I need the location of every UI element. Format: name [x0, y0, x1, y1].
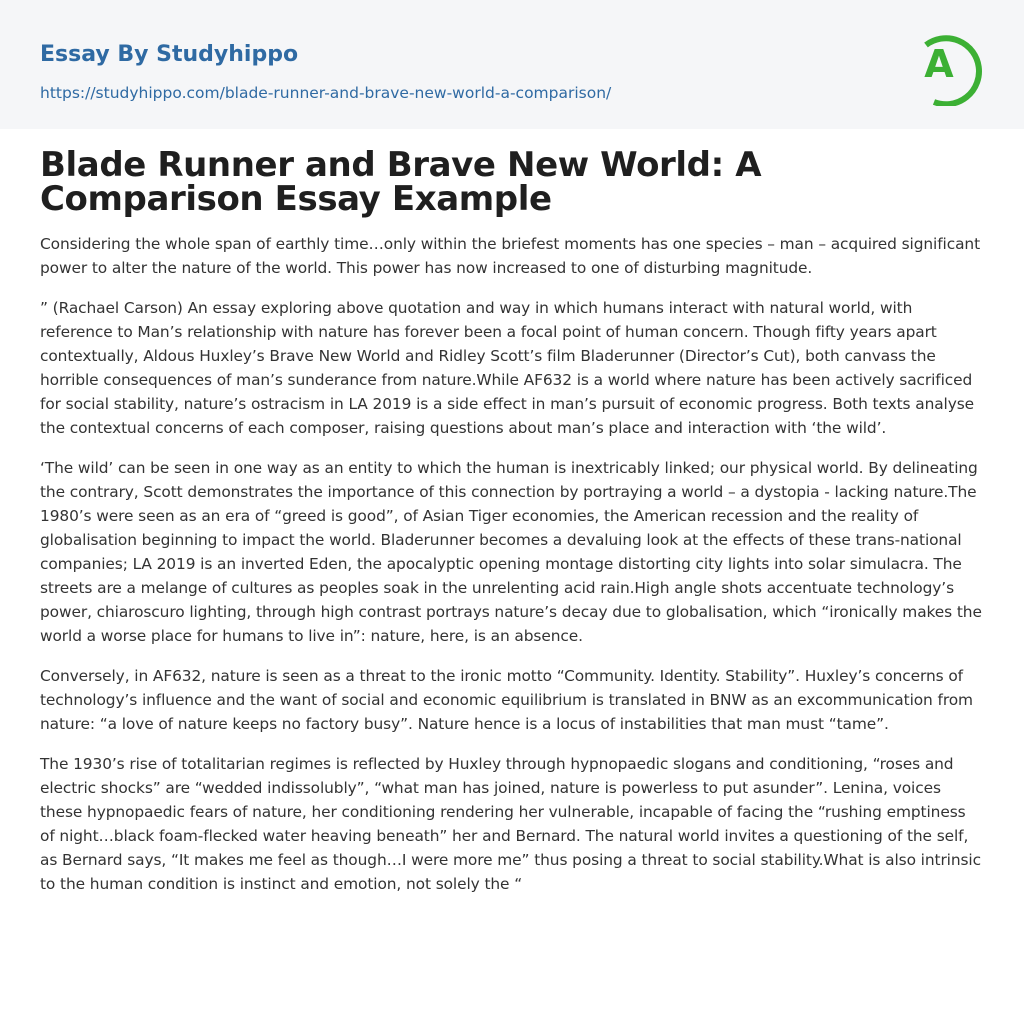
article-paragraph: Considering the whole span of earthly time…only within the briefest moments has one species – man – acquired significant power to alter the nature of the world. This power has now increased to one of disturbing magnitude. — [40, 235, 981, 277]
site-header — [0, 0, 1024, 129]
logo-letter: A — [924, 42, 954, 86]
article — [40, 145, 984, 912]
article-paragraph: ‘The wild’ can be seen in one way as an entity to which the human is inextricably linked; our physical world. By delineating the contrary, Scott demonstrates the importance of this connection by portraying a world – a dystopia - lacking nature.The 1980’s were seen as an era of “greed is good”, of Asian Tiger economies, the American recession and the reality of globalisation beginning to impact the world. Bladerunner becomes a devaluing look at the effects of these trans-national companies; LA 2019 is an inverted Eden, the apocalyptic opening montage distorting city lights into solar simulacra. The streets are a melange of cultures as peoples soak in the unrelenting acid rain.High angle shots accentuate technology’s power, chiaroscuro lighting, through high contrast portrays nature’s decay due to globalisation, which “ironically makes the world a worse place for humans to live in”: nature, here, is an absence. — [40, 459, 982, 645]
article-paragraph: ” (Rachael Carson) An essay exploring above quotation and way in which humans interact with natural world, with reference to Man’s relationship with nature has forever been a focal point of human concern. Though fifty years apart contextually, Aldous Huxley’s Brave New World and Ridley Scott’s film Bladerunner (Director’s Cut), both canvass the horrible consequences of man’s sunderance from nature.While AF632 is a world where nature has been actively sacrificed for social stability, nature’s ostracism in LA 2019 is a side effect in man’s pursuit of economic progress. Both texts analyse the contextual concerns of each composer, raising questions about man’s place and interaction with ‘the wild’. — [40, 299, 975, 437]
studyhippo-logo-icon[interactable] — [912, 20, 986, 106]
article-title: Blade Runner and Brave New World: A Comparison Essay Example — [40, 145, 762, 219]
site-brand[interactable]: Essay By Studyhippo — [40, 42, 299, 67]
article-paragraph: Conversely, in AF632, nature is seen as a threat to the ironic motto “Community. Identity. Stability”. Huxley’s concerns of technology’s influence and the want of social and economic equilibrium is translated in BNW as an excommunication from nature: “a love of nature keeps no factory busy”. Nature hence is a locus of instabilities that man must “tame”. — [40, 667, 973, 733]
article-paragraph: The 1930’s rise of totalitarian regimes is reflected by Huxley through hypnopaedic slogans and conditioning, “roses and electric shocks” are “wedded indissolubly”, “what man has joined, nature is powerless to put asunder”. Lenina, voices these hypnopaedic fears of nature, her conditioning rendering her vulnerable, incapable of facing the “rushing emptiness of night…black foam-flecked water heaving beneath” her and Bernard. The natural world invites a questioning of the self, as Bernard says, “It makes me feel as though…I were more me” thus posing a threat to social stability.What is also intrinsic to the human condition is instinct and emotion, not solely the “ — [40, 755, 981, 893]
essay-url-link[interactable]: https://studyhippo.com/blade-runner-and-brave-new-world-a-comparison/ — [40, 84, 612, 102]
